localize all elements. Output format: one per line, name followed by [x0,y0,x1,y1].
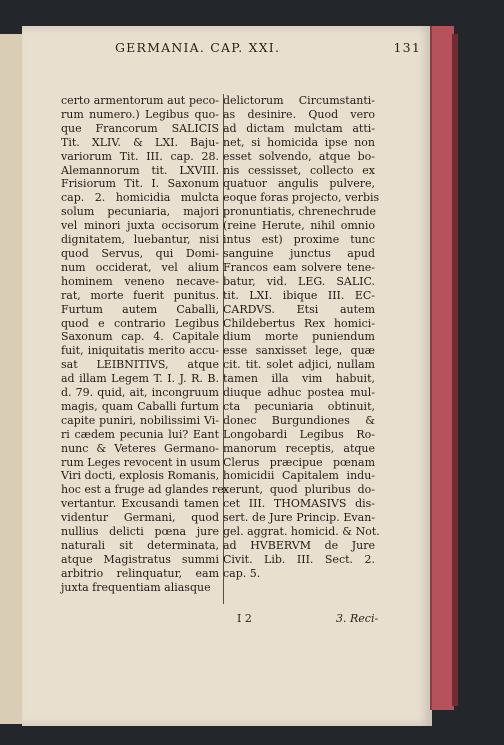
text-line: tamen illa vim habuit, [223,372,375,386]
text-line: esse sanxisset lege, quæ [223,344,375,358]
text-line: que Francorum SALICIS [61,121,219,135]
text-line: atque Magistratus summi [61,552,219,566]
text-line: capite puniri, nobilissimi Vi- [61,413,219,427]
text-line: ad HVBERVM de Jure [223,539,375,552]
text-line: net, si homicida ipse non [223,135,375,149]
text-line: nullius delicti pœna jure [61,525,219,539]
text-line: (reine Herute, nihil omnio [223,219,375,233]
text-line: vertantur. Excusandi tamen [61,497,219,511]
catchword: 3. Reci- [336,612,379,625]
text-line: Francos eam solvere tene- [223,260,375,274]
text-line: ri cædem pecunia lui? Eant [61,427,219,441]
page-number: 131 [393,40,421,55]
text-line: num occiderat, vel alium [61,260,219,274]
text-line: nis cessisset, collecto ex [223,163,375,177]
text-line: rat, morte fuerit punitus. [61,288,219,302]
text-line: videntur Germani, quod [61,511,219,525]
text-line: nunc & Veteres Germano- [61,441,219,455]
text-line: sat LEIBNITIVS, atque [61,358,219,372]
text-line: Saxonum cap. 4. Capitale [61,330,219,344]
text-line: fuit, iniquitatis merito accu- [61,344,219,358]
text-line: manorum receptis, atque [223,441,375,455]
text-line: cit. tit. solet adjici, nullam [223,358,375,372]
text-line: dium morte puniendum [223,330,375,344]
facing-page-edge [0,34,23,724]
left-column [61,94,228,604]
text-line: homicidii Capitalem indu- [223,469,375,483]
text-line: naturali sit determinata, [61,539,219,552]
text-line: Alemannorum tit. LXVIII. [61,163,219,177]
text-line: arbitrio relinquatur, eam [61,566,219,580]
text-line: quatuor angulis pulvere, [223,177,375,191]
text-line: donec Burgundiones & [223,413,375,427]
text-line: dignitatem, luebantur, nisi [61,233,219,247]
text-line: tit. LXI. ibique III. EC- [223,288,375,302]
text-line: cap. 2. homicidia mulcta [61,191,219,205]
running-title: GERMANIA. CAP. XXI. [115,40,281,55]
text-line: Viri docti, explosis Romanis, [61,469,220,483]
text-line: sert. de Jure Princip. Evan- [223,511,375,525]
text-line: CARDVS. Etsi autem [223,302,375,316]
text-line: cet III. THOMASIVS dis- [223,497,375,511]
text-line: cap. 5. [223,566,261,580]
text-line: ad dictam mulctam atti- [223,121,375,135]
text-line: diuque adhuc postea mul- [223,386,375,400]
text-line: rum numero.) Legibus quo- [61,107,219,121]
text-line: Longobardi Legibus Ro- [223,427,375,441]
text-line: hominem veneno necave- [61,274,219,288]
text-line: intus est) proxime tunc [223,233,375,247]
text-line: magis, quam Caballi furtum [61,399,219,413]
book-cover-edge [430,26,454,710]
text-line: pronuntiatis, chrenechrude [223,205,376,219]
text-line: ad illam Legem T. I. J. R. B. [61,372,219,386]
signature-mark: I 2 [237,612,252,625]
text-line: Frisiorum Tit. I. Saxonum [61,177,219,191]
text-line: variorum Tit. III. cap. 28. [61,149,219,163]
text-line: rum Leges revocent in usum [61,455,221,469]
running-header [115,40,425,55]
text-line: batur, vid. LEG. SALIC. [223,274,375,288]
text-line: quod e contrario Legibus [61,316,219,330]
text-line: Clerus præcipue pœnam [223,455,375,469]
text-line: Tit. XLIV. & LXI. Baju- [61,135,219,149]
text-line: Furtum autem Caballi, [61,302,219,316]
text-line: sanguine junctus apud [223,246,375,260]
text-line: Civit. Lib. III. Sect. 2. [223,552,375,566]
text-line: delictorum Circumstanti- [223,94,375,107]
right-column [223,94,380,581]
text-line: quod Servus, qui Domi- [61,246,219,260]
text-line: xerunt, quod pluribus do- [223,483,375,497]
text-line: eoque foras projecto, verbis [223,191,380,205]
book-spine-shadow [452,34,458,706]
text-line: gel. aggrat. homicid. & Not. [223,525,380,539]
text-line: juxta frequentiam aliasque [61,580,211,594]
text-line: esset solvendo, atque bo- [223,149,375,163]
text-line: d. 79. quid, ait, incongruum [61,386,219,400]
text-line: hoc est a fruge ad glandes re- [61,483,228,497]
text-line: vel minori juxta occisorum [61,219,219,233]
text-line: Childebertus Rex homici- [223,316,375,330]
text-line: solum pecuniaria, majori [61,205,219,219]
text-line: cta pecuniaria obtinuit, [223,399,375,413]
text-line: as desinire. Quod vero [223,107,375,121]
text-line: certo armentorum aut peco- [61,94,219,107]
